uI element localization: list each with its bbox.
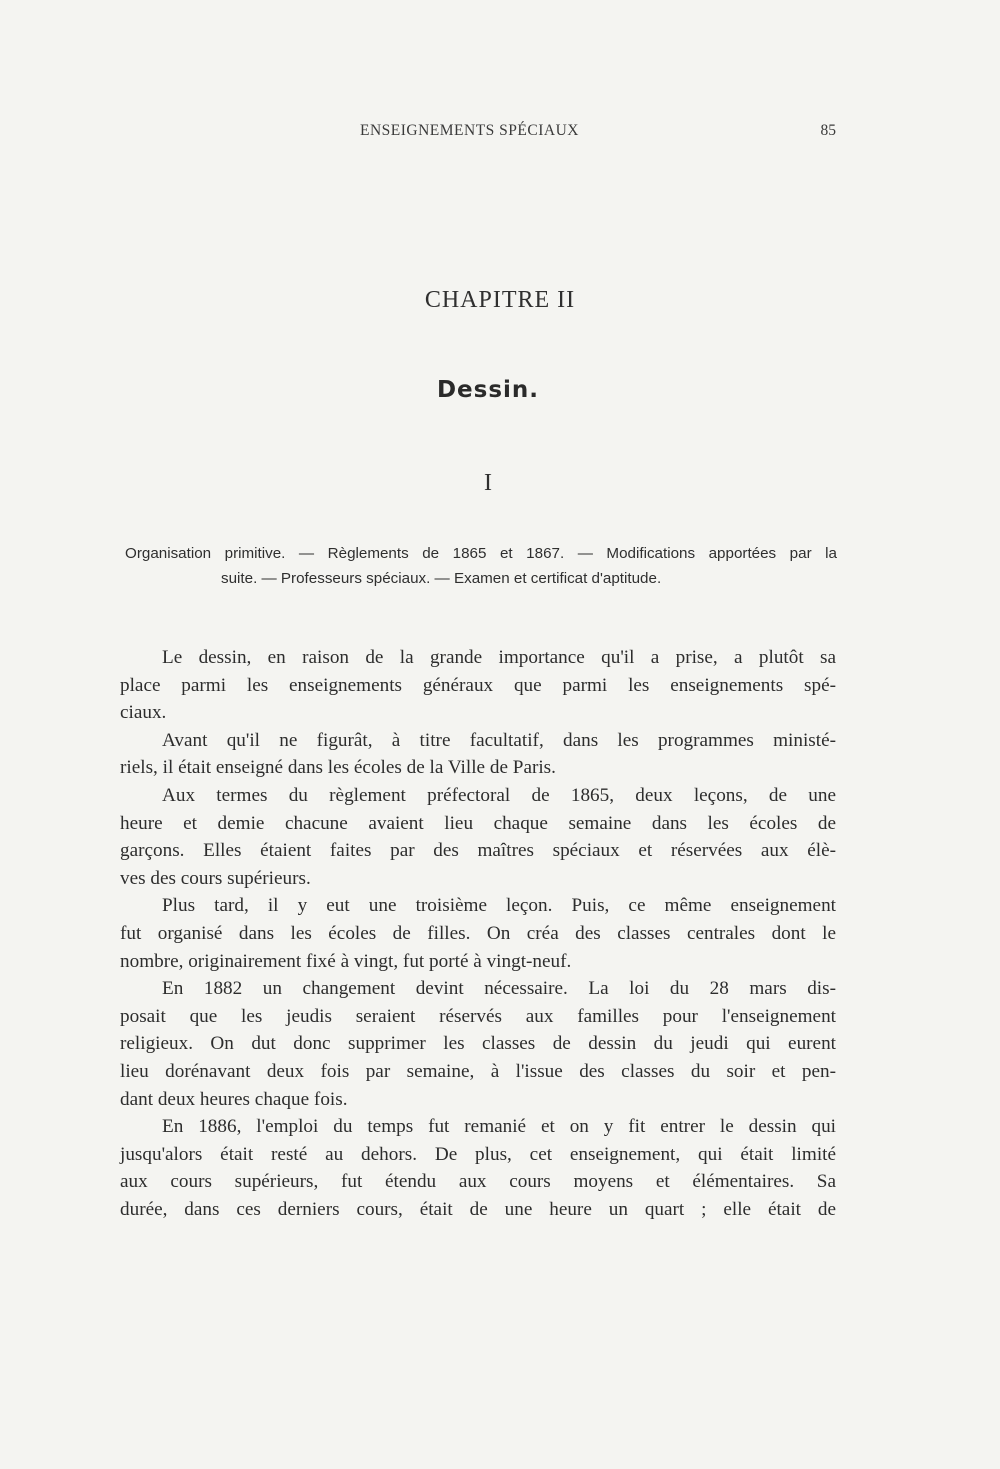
text-line: Aux termes du règlement préfectoral de 1865, deux leçons, de une xyxy=(162,784,836,806)
text-line: religieux. On dut donc supprimer les classes de dessin du jeudi qui eurent xyxy=(120,1033,836,1055)
text-line: garçons. Elles étaient faites par des maîtres spéciaux et réservées aux élè- xyxy=(120,840,836,862)
text-line: En 1886, l'emploi du temps fut remanié et on y fit entrer le dessin qui xyxy=(162,1116,836,1138)
chapter-title: CHAPITRE II xyxy=(424,287,576,313)
running-header xyxy=(120,122,836,144)
text-line: Avant qu'il ne figurât, à titre facultatif, dans les programmes ministé- xyxy=(162,729,836,751)
running-title: ENSEIGNEMENTS SPÉCIAUX xyxy=(360,122,579,139)
part-number: I xyxy=(484,470,492,496)
body-text xyxy=(120,644,836,1223)
page-number: 85 xyxy=(820,122,836,139)
text-line: heure et demie chacune avaient lieu chaque semaine dans les écoles de xyxy=(120,812,836,834)
text-line: ciaux. xyxy=(120,702,167,724)
text-line: fut organisé dans les écoles de filles. On créa des classes centrales dont le xyxy=(120,922,836,944)
text-line: jusqu'alors était resté au dehors. De plus, cet enseignement, qui était limité xyxy=(120,1143,836,1165)
section-title: Dessin. xyxy=(436,377,540,403)
text-line: En 1882 un changement devint nécessaire. La loi du 28 mars dis- xyxy=(162,978,836,1000)
text-line: ves des cours supérieurs. xyxy=(120,867,311,889)
text-line: dant deux heures chaque fois. xyxy=(120,1088,348,1110)
text-line: posait que les jeudis seraient réservés aux familles pour l'enseignement xyxy=(120,1005,836,1027)
chapter-summary xyxy=(125,541,837,591)
text-line: nombre, originairement fixé à vingt, fut porté à vingt-neuf. xyxy=(120,950,572,972)
text-line: place parmi les enseignements généraux que parmi les enseignements spé- xyxy=(120,674,836,696)
text-line: Le dessin, en raison de la grande importance qu'il a prise, a plutôt sa xyxy=(162,647,836,668)
text-line: Plus tard, il y eut une troisième leçon. Puis, ce même enseignement xyxy=(162,895,836,917)
text-line: riels, il était enseigné dans les écoles de la Ville de Paris. xyxy=(120,757,556,779)
text-line: durée, dans ces derniers cours, était de une heure un quart ; elle était de xyxy=(120,1198,836,1220)
summary-line: Organisation primitive. — Règlements de 1865 et 1867. — Modifications apportées par la xyxy=(125,545,837,562)
summary-line: suite. — Professeurs spéciaux. — Examen et certificat d'aptitude. xyxy=(221,570,662,587)
text-line: aux cours supérieurs, fut étendu aux cours moyens et élémentaires. Sa xyxy=(120,1171,836,1193)
text-line: lieu dorénavant deux fois par semaine, à l'issue des classes du soir et pen- xyxy=(120,1060,836,1082)
